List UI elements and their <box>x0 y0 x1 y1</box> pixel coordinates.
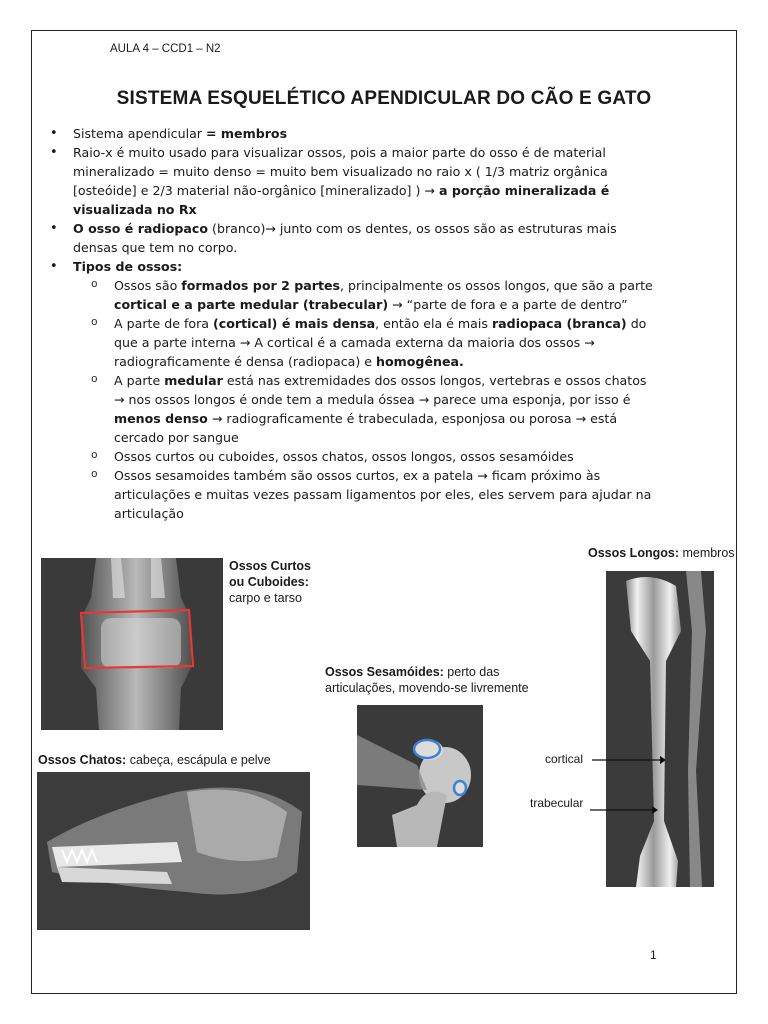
bullet-text: = membros <box>205 126 288 141</box>
label-trabecular: trabecular <box>530 796 584 810</box>
sub-bullet-item <box>73 447 660 466</box>
sub-bullet-item <box>73 276 660 314</box>
sub-bullet-text: está nas extremidades dos ossos longos, vertebras e ossos chatos → nos ossos longos é onde tem a medula óssea → parece uma esponja, por isso é <box>114 373 647 407</box>
sesamoid-xray <box>357 705 483 847</box>
long-bones-xray <box>606 571 714 887</box>
sub-bullet-text: A parte de fora <box>114 316 213 331</box>
sub-bullet-text: , então ela é mais <box>375 316 492 331</box>
sesamoid-caption <box>325 664 555 696</box>
sub-bullet-text: → radiograficamente é trabeculada, esponjosa ou porosa → está cercado por sangue <box>114 411 618 445</box>
short-bones-caption <box>229 558 324 606</box>
sub-bullet-text: Ossos são <box>114 278 182 293</box>
sub-bullet-item <box>73 466 660 523</box>
notes-body <box>50 124 660 523</box>
bullet-text: a porção mineralizada é visualizada no Rx <box>73 183 610 217</box>
flat-bones-title: Ossos Chatos: <box>38 753 127 767</box>
bullet-text: O osso é radiopaco <box>73 221 209 236</box>
sub-bullet-item <box>73 371 660 447</box>
flat-bones-desc: cabeça, escápula e pelve <box>126 753 271 767</box>
sub-bullet-text: medular <box>164 373 223 388</box>
page-title: SISTEMA ESQUELÉTICO APENDICULAR DO CÃO E GATO <box>116 88 652 109</box>
sub-bullet-text: menos denso <box>114 411 208 426</box>
sub-bullet-text: formados por 2 partes <box>181 278 340 293</box>
long-bones-caption <box>588 545 738 561</box>
bullet-text: Raio-x é muito usado para visualizar ossos, pois a maior parte do osso é de material mineralizado = muito denso = muito bem visualizado no raio x ( 1/3 matriz orgânica [osteóide] e 2/3 material não-orgânico [mineralizado] ) → <box>73 145 608 198</box>
bullet-text: (branco)→ junto com os dentes, os ossos são as estruturas mais densas que tem no corpo. <box>73 221 617 255</box>
long-bones-desc: membros <box>678 546 735 560</box>
sub-bullet-text: homogênea. <box>376 354 464 369</box>
sub-bullet-text: A parte <box>114 373 165 388</box>
flat-bones-xray <box>37 772 310 930</box>
short-bones-desc: carpo e tarso <box>229 591 302 605</box>
bullet-list <box>50 124 660 523</box>
sub-bullet-text: , principalmente os ossos longos, que são a parte <box>340 278 653 293</box>
sub-bullet-text: (cortical) é mais densa <box>212 316 376 331</box>
page-number: 1 <box>650 948 657 962</box>
course-code: AULA 4 – CCD1 – N2 <box>110 43 221 55</box>
sub-bullet-text: do que a parte interna → A cortical é a camada externa da maioria dos ossos → radiograficamente é densa (radiopaca) e <box>114 316 647 369</box>
sub-bullet-text: Ossos curtos ou cuboides, ossos chatos, ossos longos, ossos sesamóides <box>114 449 574 464</box>
sub-bullet-list <box>73 276 660 523</box>
sesamoid-desc: perto das articulações, movendo-se livremente <box>325 665 529 695</box>
sesamoid-title: Ossos Sesamóides: <box>325 665 444 679</box>
sub-bullet-text: → “parte de fora e a parte de dentro” <box>388 297 628 312</box>
label-cortical: cortical <box>545 752 584 766</box>
bullet-item <box>50 257 660 523</box>
short-bones-xray <box>41 558 223 730</box>
short-bones-title: Ossos Curtos ou Cuboides: <box>229 559 311 589</box>
bullet-item <box>50 124 660 143</box>
annotation-arrows <box>590 752 670 822</box>
bullet-item <box>50 143 660 219</box>
sub-bullet-text: cortical e a parte medular (trabecular) <box>114 297 389 312</box>
sub-bullet-text: radiopaca (branca) <box>491 316 627 331</box>
sub-bullet-item <box>73 314 660 371</box>
bullet-text: Tipos de ossos: <box>73 259 183 274</box>
bullet-item <box>50 219 660 257</box>
long-bones-title: Ossos Longos: <box>588 546 679 560</box>
sub-bullet-text: Ossos sesamoides também são ossos curtos, ex a patela → ficam próximo às articulações e muitas vezes passam ligamentos por eles, eles servem para ajudar na articulação <box>114 468 652 521</box>
flat-bones-caption <box>38 752 318 768</box>
bullet-text: Sistema apendicular <box>73 126 206 141</box>
